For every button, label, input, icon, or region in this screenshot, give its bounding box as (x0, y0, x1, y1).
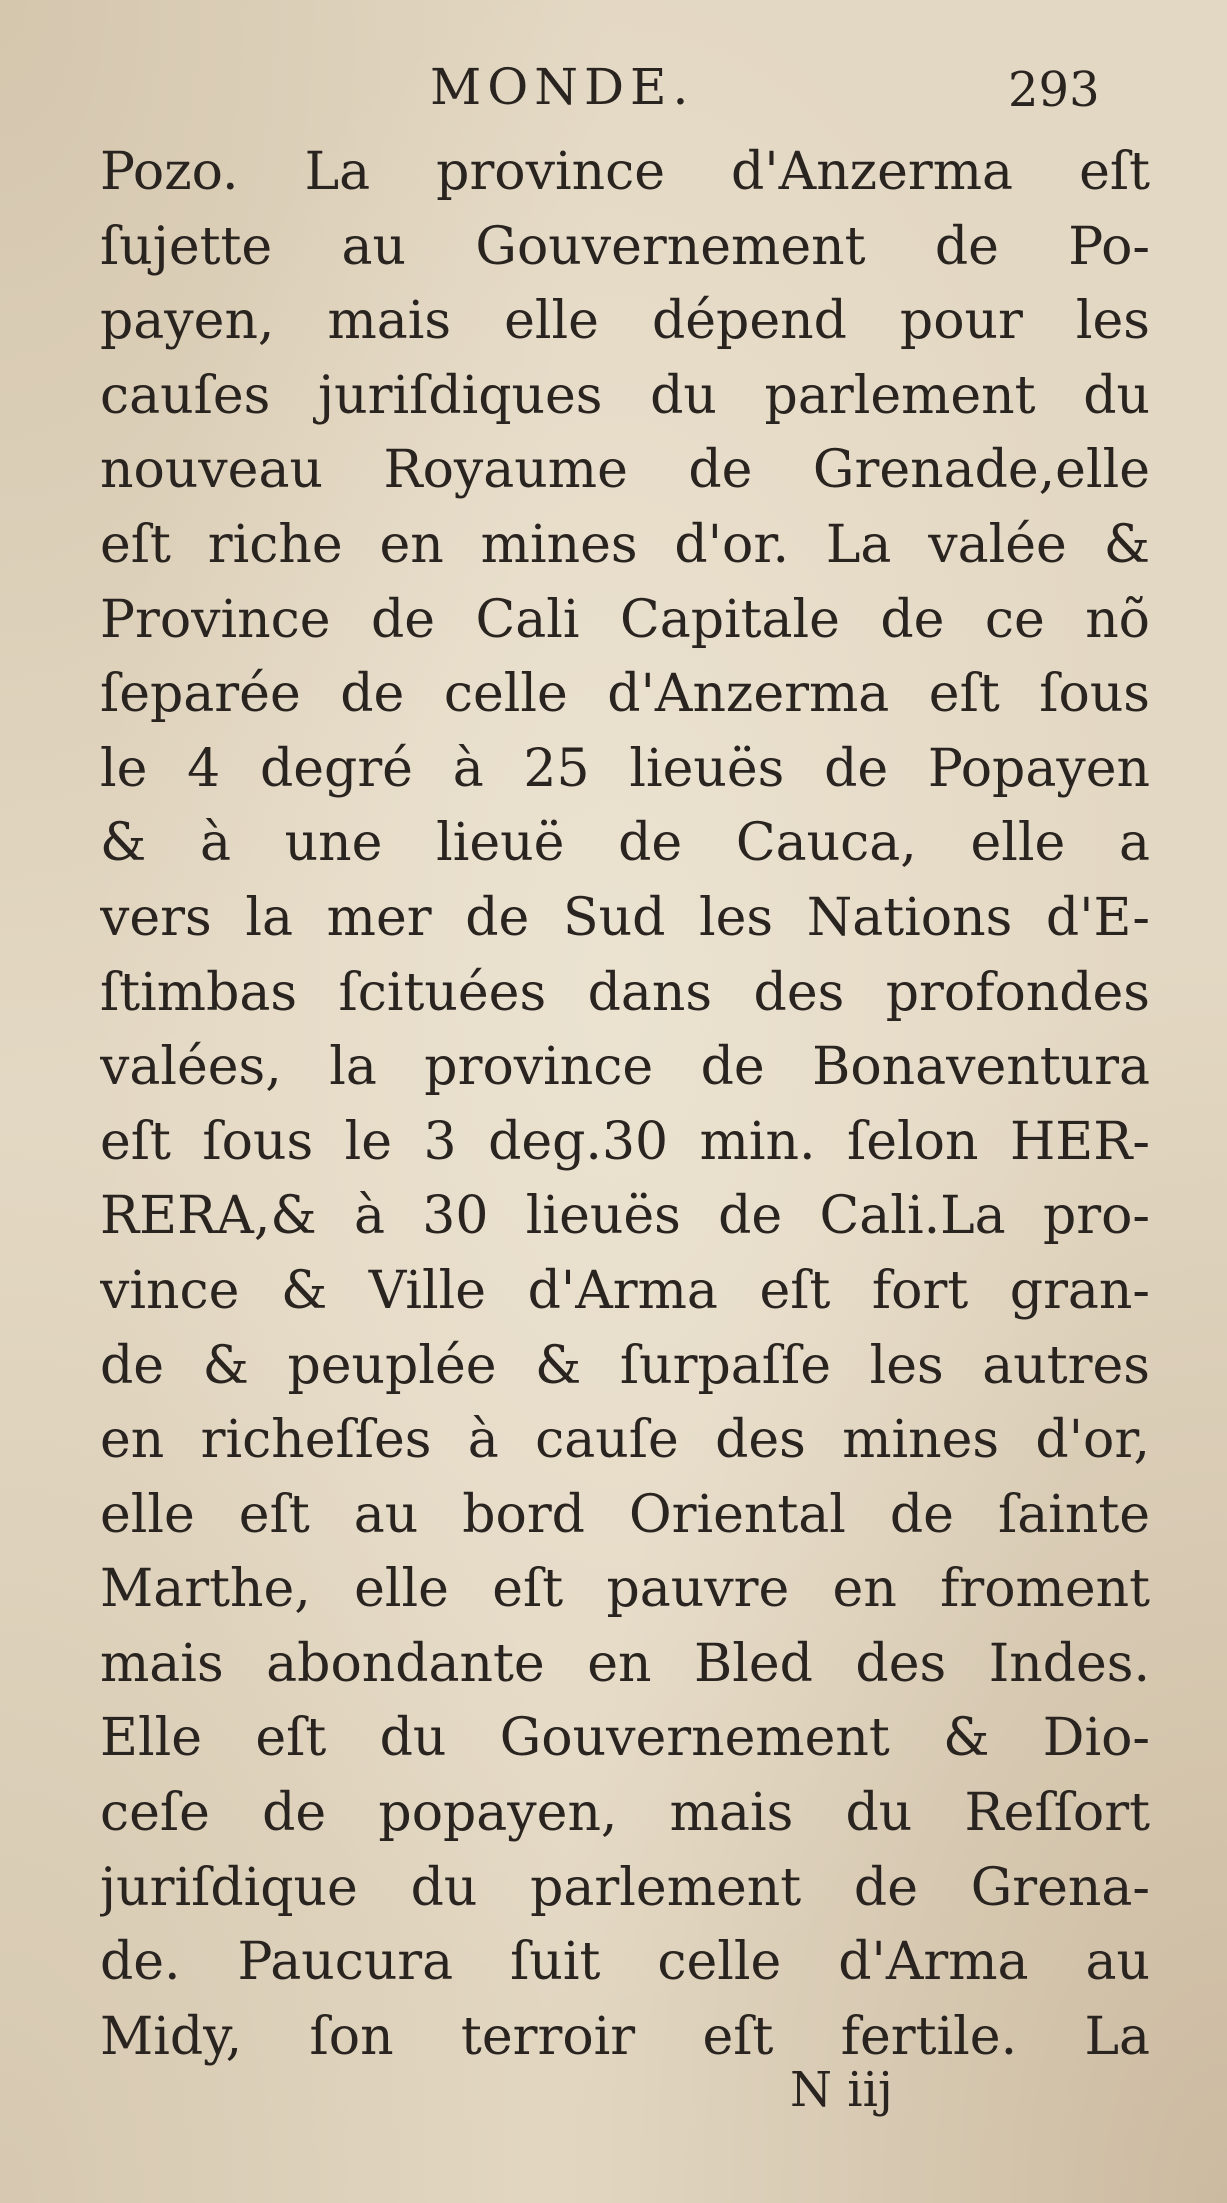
page-number: 293 (1008, 62, 1100, 118)
text-line: juriſdique du parlement de Grena- (100, 1857, 1150, 1918)
text-line: mais abondante en Bled des Indes. (100, 1633, 1150, 1694)
text-line: ſujette au Gouvernement de Po- (100, 216, 1150, 277)
text-line: de. Paucura ſuit celle d'Arma au (100, 1932, 1150, 1993)
text-line: RERA,& à 30 lieuës de Cali.La pro- (100, 1186, 1150, 1247)
body-text (100, 135, 1150, 2074)
text-line: Province de Cali Capitale de ce nõ (100, 589, 1150, 650)
text-line: Marthe, elle eſt pauvre en froment (100, 1559, 1150, 1620)
text-line: & à une lieuë de Cauca, elle a (100, 813, 1150, 874)
text-line: nouveau Royaume de Grenade,elle (100, 440, 1150, 501)
text-line: valées, la province de Bonaventura (100, 1037, 1150, 1098)
text-line: vers la mer de Sud les Nations d'E- (100, 887, 1150, 948)
text-line: ſeparée de celle d'Anzerma eſt ſous (100, 664, 1150, 725)
text-line: Midy, ſon terroir eſt fertile. La (100, 2006, 1150, 2067)
text-line: le 4 degré à 25 lieuës de Popayen (100, 738, 1150, 799)
text-line: Pozo. La province d'Anzerma eſt (100, 142, 1150, 202)
text-line: Elle eſt du Gouvernement & Dio- (100, 1708, 1150, 1769)
signature-mark: N iij (790, 2062, 893, 2118)
text-line: ceſe de popayen, mais du Reſſort (100, 1783, 1150, 1844)
text-line: de & peuplée & ſurpaſſe les autres (100, 1335, 1150, 1396)
text-line: eſt ſous le 3 deg.30 min. ſelon HER- (100, 1111, 1150, 1172)
text-line: vince & Ville d'Arma eſt fort gran- (100, 1260, 1150, 1321)
text-line: eſt riche en mines d'or. La valée & (100, 514, 1150, 575)
text-line: payen, mais elle dépend pour les (100, 291, 1150, 352)
running-head: MONDE. (430, 58, 695, 116)
text-line: cauſes juriſdiques du parlement du (100, 365, 1150, 426)
text-line: ſtimbas ſcituées dans des profondes (100, 962, 1150, 1023)
page-header (0, 52, 1227, 132)
text-line: en richeſſes à cauſe des mines d'or, (100, 1410, 1150, 1471)
text-line: elle eſt au bord Oriental de ſainte (100, 1484, 1150, 1545)
